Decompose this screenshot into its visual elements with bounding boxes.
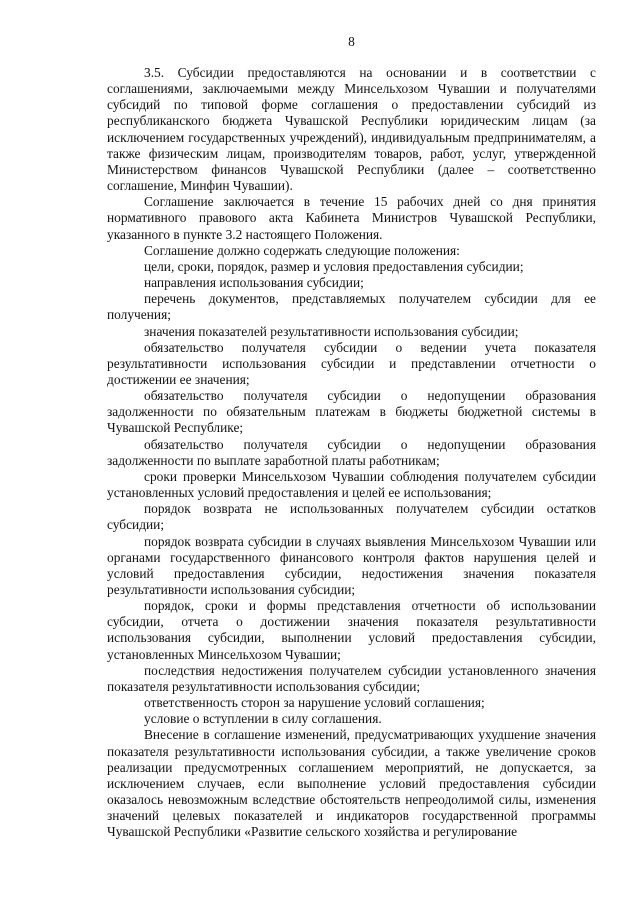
list-item: порядок, сроки и формы представления отчетности об использовании субсидии, отчета о достижении значения показателя результативности использования субсидии, выполнении условий предоставления субсидии, установленных Минсельхозом Чувашии; <box>107 598 596 662</box>
list-item: последствия недостижения получателем субсидии установленного значения показателя результативности использования субсидии; <box>107 662 596 694</box>
paragraph-amendments: Внесение в соглашение изменений, предусматривающих ухудшение значения показателя результативности использования субсидии, а также увеличение сроков реализации предусмотренных соглашением мероприятий, не допускается, за исключением случаев, если выполнение условий предоставления субсидии оказалось невозможным вследствие обстоятельств непреодолимой силы, изменения значений целевых показателей и индикаторов государственной программы Чувашской Республики «Развитие сельского хозяйства и регулирование <box>107 727 596 840</box>
document-page <box>107 34 596 841</box>
list-item: обязательство получателя субсидии о недопущении образования задолженности по выплате заработной платы работникам; <box>107 436 596 468</box>
list-item: условие о вступлении в силу соглашения. <box>144 711 382 727</box>
list-item: ответственность сторон за нарушение условий соглашения; <box>144 695 485 711</box>
paragraph-3-5: 3.5. Субсидии предоставляются на основании и в соответствии с соглашениями, заключаемыми между Минсельхозом Чувашии и получателями субсидий по типовой форме соглашения о предоставлении субсидий из республиканского бюджета Чувашской Республики юридическим лицам (за исключением государственных учреждений), индивидуальным предпринимателям, а также физическим лицам, производителям товаров, работ, услуг, утвержденной Министерством финансов Чувашской Республики (далее – соответственно соглашение, Минфин Чувашии). <box>107 65 596 194</box>
list-item: сроки проверки Минсельхозом Чувашии соблюдения получателем субсидии установленных условий предоставления и целей ее использования; <box>107 468 596 501</box>
list-item: перечень документов, представляемых получателем субсидии для ее получения; <box>107 291 596 323</box>
list-item: обязательство получателя субсидии о недопущении образования задолженности по обязательным платежам в бюджеты бюджетной системы в Чувашской Республике; <box>107 388 596 436</box>
list-item: значения показателей результативности использования субсидии; <box>144 323 519 339</box>
list-item: порядок возврата не использованных получателем субсидии остатков субсидии; <box>107 501 596 533</box>
list-item: обязательство получателя субсидии о ведении учета показателя результативности использования субсидии и представлении отчетности о достижении ее значения; <box>107 339 596 387</box>
list-item: направления использования субсидии; <box>144 275 364 291</box>
page-number: 8 <box>348 34 355 49</box>
list-item: цели, сроки, порядок, размер и условия предоставления субсидии; <box>144 258 524 274</box>
list-item: порядок возврата субсидии в случаях выявления Минсельхозом Чувашии или органами государственного финансового контроля фактов нарушения целей и условий предоставления субсидии, недостижения значения показателя результативности использования субсидии; <box>107 533 596 597</box>
paragraph-agreement-provisions: Соглашение должно содержать следующие положения: <box>144 242 460 258</box>
paragraph-agreement-term: Соглашение заключается в течение 15 рабочих дней со дня принятия нормативного правового акта Кабинета Министров Чувашской Республики, указанного в пункте 3.2 настоящего Положения. <box>107 194 596 242</box>
